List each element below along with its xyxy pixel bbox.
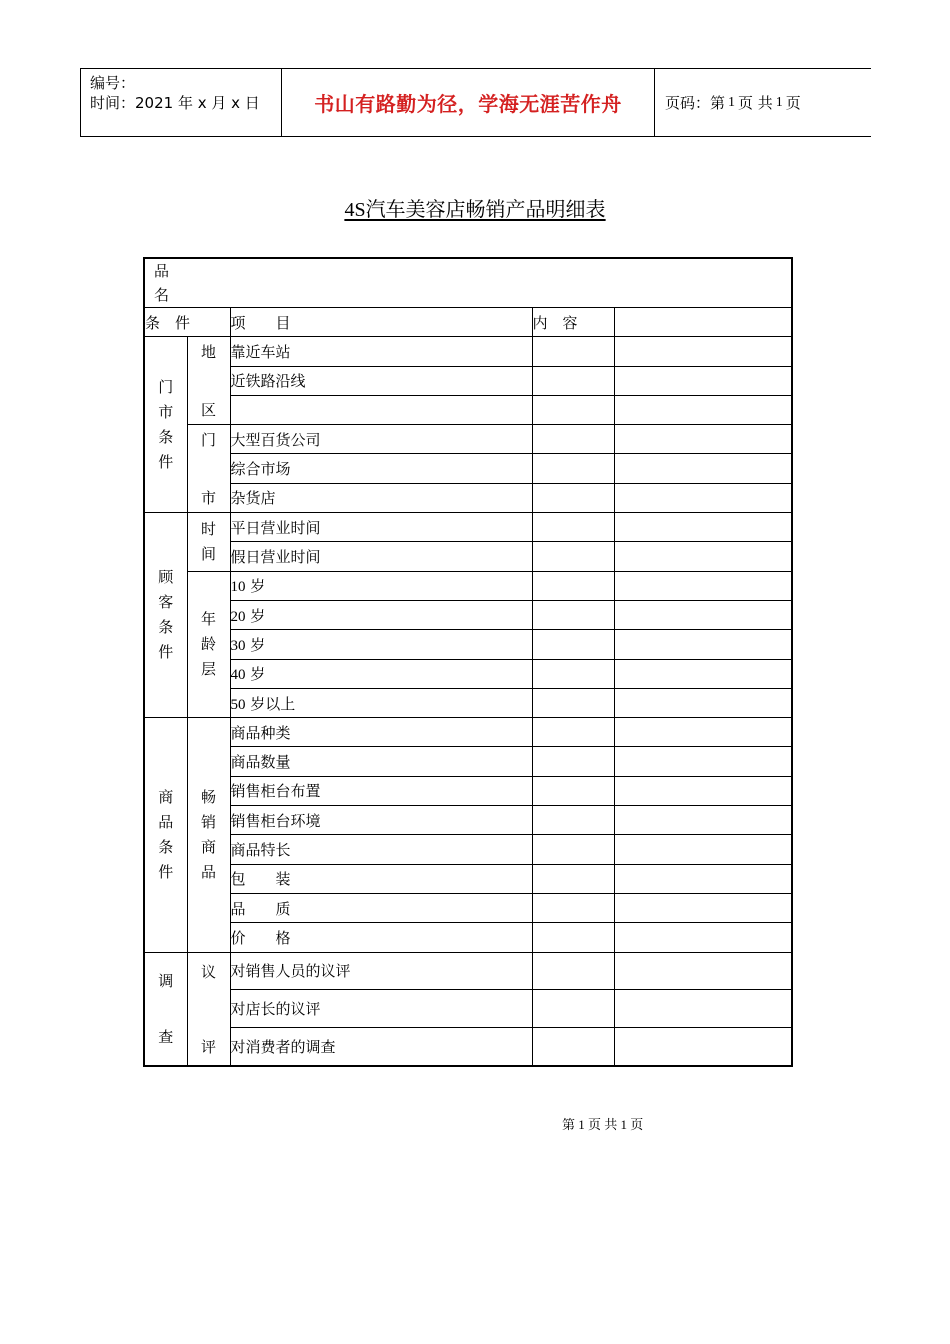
group-guke: 顾客条件 — [144, 513, 187, 718]
content-cell[interactable] — [532, 776, 614, 805]
product-name-label: 品名 — [154, 262, 170, 304]
page-mid: 页 共 — [738, 94, 773, 112]
content-cell[interactable] — [532, 600, 614, 629]
extra-cell[interactable] — [614, 776, 792, 805]
motto-cell — [282, 69, 655, 136]
motto-text: 书山有路勤为径，学海无涯苦作舟 — [314, 92, 622, 116]
table-row — [144, 835, 792, 864]
item-label: 销售柜台布置 — [230, 776, 532, 805]
table-row — [144, 483, 792, 512]
table-row — [144, 776, 792, 805]
sub-nianling: 年龄层 — [187, 571, 230, 717]
table-row — [144, 806, 792, 835]
content-cell[interactable] — [532, 835, 614, 864]
content-cell[interactable] — [532, 542, 614, 571]
title-prefix: 4S — [344, 199, 366, 221]
page-footer: 第 1 页 共 1 页 — [562, 1117, 644, 1132]
group-diaocha: 调 查 — [144, 952, 187, 1066]
extra-cell[interactable] — [614, 366, 792, 395]
table-row — [144, 395, 792, 424]
extra-cell[interactable] — [614, 337, 792, 366]
extra-cell[interactable] — [614, 1028, 792, 1066]
item-label: 杂货店 — [230, 483, 532, 512]
item-label: 50 岁以上 — [230, 688, 532, 717]
table-row — [144, 659, 792, 688]
content-cell[interactable] — [532, 366, 614, 395]
sub-diqu-a: 地 — [187, 337, 230, 366]
document-header — [80, 68, 871, 137]
content-cell[interactable] — [532, 1028, 614, 1066]
sub-menshi-b: 市 — [187, 483, 230, 512]
item-label: 包 装 — [230, 864, 532, 893]
extra-cell[interactable] — [614, 659, 792, 688]
group-shangpin: 商品条件 — [144, 718, 187, 952]
product-name-cell[interactable] — [144, 258, 792, 308]
content-cell[interactable] — [532, 893, 614, 922]
item-label: 大型百货公司 — [230, 425, 532, 454]
extra-cell[interactable] — [614, 630, 792, 659]
table-row — [144, 630, 792, 659]
extra-cell[interactable] — [614, 542, 792, 571]
item-label: 靠近车站 — [230, 337, 532, 366]
content-cell[interactable] — [532, 747, 614, 776]
item-label: 品 质 — [230, 893, 532, 922]
page-total: 1 — [775, 94, 783, 110]
item-label: 10 岁 — [230, 571, 532, 600]
extra-cell[interactable] — [614, 990, 792, 1028]
extra-cell[interactable] — [614, 395, 792, 424]
extra-cell[interactable] — [614, 952, 792, 990]
table-row — [144, 600, 792, 629]
table-row — [144, 1028, 792, 1066]
item-label: 销售柜台环境 — [230, 806, 532, 835]
item-label: 综合市场 — [230, 454, 532, 483]
item-label: 20 岁 — [230, 600, 532, 629]
item-label: 对消费者的调查 — [230, 1028, 532, 1066]
table-row — [144, 893, 792, 922]
extra-cell[interactable] — [614, 747, 792, 776]
table-row — [144, 366, 792, 395]
document-title — [0, 193, 950, 222]
table-row — [144, 542, 792, 571]
page-suffix: 页 — [785, 94, 801, 112]
item-label: 40 岁 — [230, 659, 532, 688]
header-info-cell — [81, 69, 282, 136]
content-cell[interactable] — [532, 990, 614, 1028]
table-row — [144, 990, 792, 1028]
sub-menshi-a: 门 — [187, 425, 230, 454]
extra-cell[interactable] — [614, 718, 792, 747]
sub-yiping-b: 评 — [187, 1028, 230, 1066]
sub-shijian: 时间 — [187, 513, 230, 572]
header-neirong: 内 容 — [532, 308, 614, 337]
item-label: 价 格 — [230, 923, 532, 952]
content-cell[interactable] — [532, 337, 614, 366]
content-cell[interactable] — [532, 688, 614, 717]
sub-diqu-b: 区 — [187, 395, 230, 424]
item-label-empty[interactable] — [230, 395, 532, 424]
content-cell[interactable] — [532, 952, 614, 990]
content-cell[interactable] — [532, 395, 614, 424]
table-row — [144, 688, 792, 717]
extra-cell[interactable] — [614, 454, 792, 483]
extra-cell[interactable] — [614, 923, 792, 952]
header-tiaojian: 条 件 — [144, 308, 230, 337]
item-label: 商品数量 — [230, 747, 532, 776]
item-label: 商品特长 — [230, 835, 532, 864]
item-label: 假日营业时间 — [230, 542, 532, 571]
extra-cell[interactable] — [614, 513, 792, 542]
content-cell[interactable] — [532, 425, 614, 454]
content-cell[interactable] — [532, 454, 614, 483]
item-label: 对店长的议评 — [230, 990, 532, 1028]
page-number-cell — [655, 69, 871, 136]
content-cell[interactable] — [532, 923, 614, 952]
table-header-row — [144, 308, 792, 337]
item-label: 对销售人员的议评 — [230, 952, 532, 990]
table-row — [144, 718, 792, 747]
table-row — [144, 747, 792, 776]
extra-cell[interactable] — [614, 835, 792, 864]
item-label: 平日营业时间 — [230, 513, 532, 542]
table-row — [144, 454, 792, 483]
content-cell[interactable] — [532, 718, 614, 747]
content-cell[interactable] — [532, 864, 614, 893]
extra-cell[interactable] — [614, 571, 792, 600]
item-label: 近铁路沿线 — [230, 366, 532, 395]
table-row — [144, 864, 792, 893]
content-cell[interactable] — [532, 571, 614, 600]
content-cell[interactable] — [532, 513, 614, 542]
group-menshi: 门市条件 — [144, 337, 187, 513]
extra-cell[interactable] — [614, 688, 792, 717]
extra-cell[interactable] — [614, 806, 792, 835]
page-current: 1 — [728, 94, 736, 110]
table-row — [144, 571, 792, 600]
table-row — [144, 425, 792, 454]
time-label: 时间：2021 年 x 月 x 日 — [90, 94, 260, 112]
title-text: 汽车美容店畅销产品明细表 — [365, 197, 606, 221]
sub-yiping-a: 议 — [187, 952, 230, 990]
extra-cell[interactable] — [614, 483, 792, 512]
table-row — [144, 952, 792, 990]
extra-cell[interactable] — [614, 864, 792, 893]
header-blank — [614, 308, 792, 337]
page-prefix: 页码：第 — [665, 94, 726, 112]
table-row — [144, 513, 792, 542]
table-row — [144, 337, 792, 366]
extra-cell[interactable] — [614, 425, 792, 454]
header-xiangmu: 项 目 — [230, 308, 532, 337]
extra-cell[interactable] — [614, 600, 792, 629]
item-label: 30 岁 — [230, 630, 532, 659]
sub-changxiao: 畅销商品 — [187, 718, 230, 952]
code-label: 编号： — [90, 74, 136, 92]
product-detail-table — [143, 257, 793, 1067]
content-cell[interactable] — [532, 483, 614, 512]
table-row — [144, 923, 792, 952]
content-cell[interactable] — [532, 630, 614, 659]
content-cell[interactable] — [532, 659, 614, 688]
content-cell[interactable] — [532, 806, 614, 835]
item-label: 商品种类 — [230, 718, 532, 747]
extra-cell[interactable] — [614, 893, 792, 922]
